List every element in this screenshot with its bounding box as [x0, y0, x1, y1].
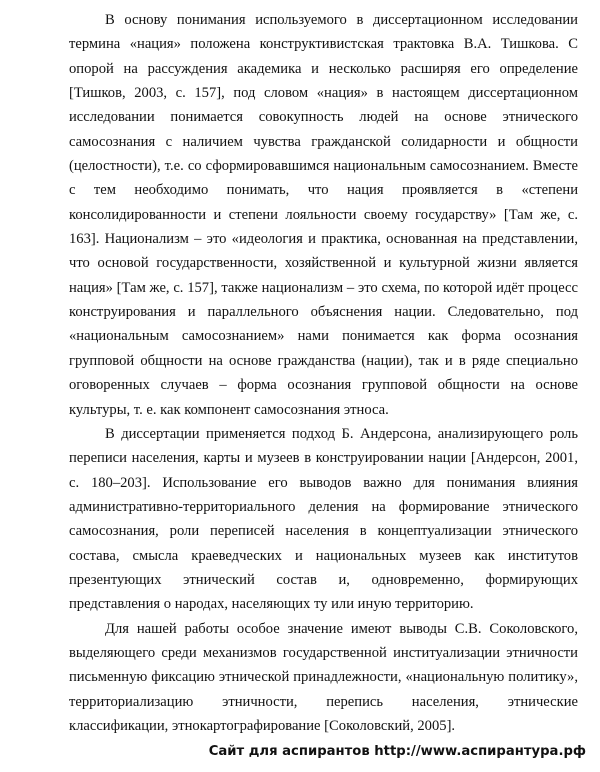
document-body — [69, 8, 578, 738]
paragraph-1: В основу понимания используемого в диссертационном исследовании термина «нация» положена конструктивистская трактовка В.А. Тишкова. С опорой на рассуждения академика и несколько расширяя его определение [Тишков, 2003, с. 157], под словом «нация» в настоящем диссертационном исследовании понимается совокупность людей на основе этнического самосознания с наличием чувства гражданской солидарности и общности (целостности), т.е. со сформировавшимся национальным самосознанием. Вместе с тем необходимо понимать, что нация проявляется в «степени консолидированности и степени лояльности своему государству» [Там же, с. 163]. Национализм – это «идеология и практика, основанная на представлении, что основой государственности, хозяйственной и культурной жизни является нация» [Там же, с. 157], также национализм – это схема, по которой идёт процесс конструирования и параллельного объяснения нации. Следовательно, под «национальным самосознанием» нами понимается как форма осознания групповой общности на основе гражданства (нации), так и в ряде специально оговоренных случаев – форма осознания групповой общности на основе культуры, т. е. как компонент самосознания этноса. — [69, 12, 578, 418]
paragraph-2: В диссертации применяется подход Б. Андерсона, анализирующего роль переписи населения, карты и музеев в конструировании нации [Андерсон, 2001, с. 180–203]. Использование его выводов важно для понимания влияния административно-территориального деления на формирование этнического самосознания, роли переписей населения в концептуализации этнического состава, смысла краеведческих и национальных музеев как институтов презентующих этнический состав и, одновременно, формирующих представления о народах, населяющих ту или иную территорию. — [69, 425, 578, 613]
paragraph-3: Для нашей работы особое значение имеют выводы С.В. Соколовского, выделяющего среди механизмов государственной институализации этничности письменную фиксацию этнической принадлежности, «национальную политику», территориализацию этничности, перепись населения, этнические классификации, этнокартографирование [Соколовский, 2005]. — [69, 620, 578, 734]
site-footer-watermark: Сайт для аспирантов http://www.аспирантура.рф — [208, 744, 586, 759]
